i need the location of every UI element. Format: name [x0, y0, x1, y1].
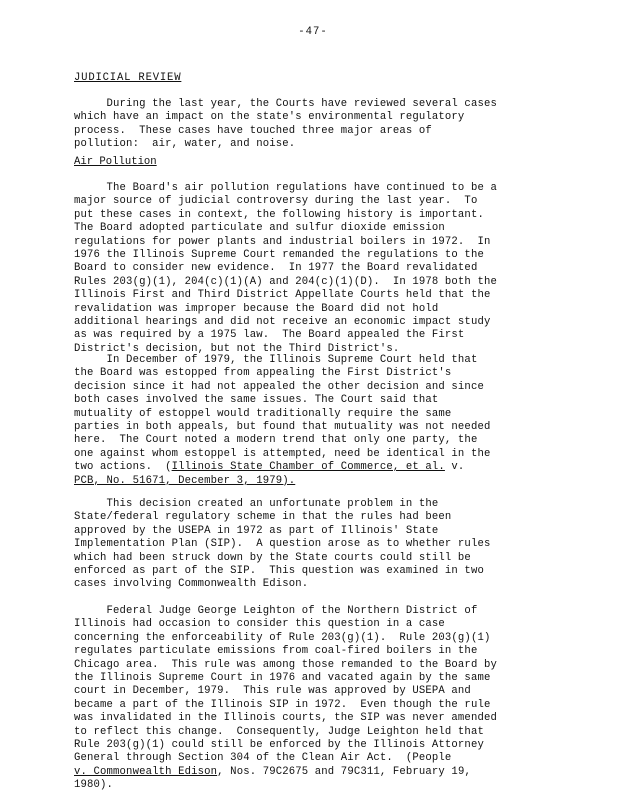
text-fragment: two actions. (	[74, 461, 172, 474]
text-line: as was required by a 1975 law. The Board appealed the First	[74, 329, 465, 342]
text-line: both cases involved the same issues. The Court said that	[74, 394, 439, 407]
citation-line	[74, 766, 552, 779]
text-line: This decision created an unfortunate problem in the	[74, 498, 439, 510]
text-line: became a part of the Illinois SIP in 1972. Even though the rule	[74, 698, 491, 711]
text-line: The Board's air pollution regulations have continued to be a	[74, 182, 497, 194]
text-line: regulates particulate emissions from coal-fired boilers in the	[74, 645, 478, 658]
text-line: enforced as part of the SIP. This question was examined in two	[74, 564, 484, 577]
text-fragment: v.	[444, 461, 465, 474]
text-line: approved by the USEPA in 1972 as part of Illinois' State	[74, 524, 439, 537]
estoppel-paragraph	[74, 354, 552, 488]
case-name: v. Commonwealth Edison	[74, 765, 218, 778]
text-line: Board to consider new evidence. In 1977 the Board revalidated	[74, 262, 478, 275]
text-line: 1980).	[74, 779, 114, 792]
text-line: Implementation Plan (SIP). A question arose as to whether rules	[74, 538, 491, 551]
text-line: which had been struck down by the State courts could still be	[74, 551, 471, 564]
text-line: District's decision, but not the Third District's.	[74, 342, 400, 355]
citation-line	[74, 475, 552, 488]
text-line: pollution: air, water, and noise.	[74, 138, 296, 151]
text-line: concerning the enforceability of Rule 203(g)(1). Rule 203(g)(1)	[74, 631, 491, 644]
judicial-review-heading-block	[74, 72, 552, 84]
text-line: 1976 the Illinois Supreme Court remanded the regulations to the	[74, 248, 484, 261]
text-line: Rule 203(g)(1) could still be enforced by the Illinois Attorney	[74, 738, 484, 751]
page-number: -47-	[298, 26, 328, 38]
intro-paragraph	[74, 98, 552, 152]
leighton-paragraph	[74, 605, 552, 792]
text-line: the Illinois Supreme Court in 1976 and vacated again by the same	[74, 671, 491, 684]
sip-problem-paragraph	[74, 498, 552, 592]
text-line: General through Section 304 of the Clean Air Act. (People	[74, 752, 452, 765]
citation-line	[74, 461, 552, 474]
text-line: Federal Judge George Leighton of the Northern District of	[74, 605, 478, 617]
history-paragraph	[74, 182, 552, 356]
text-line: Illinois had occasion to consider this question in a case	[74, 618, 445, 631]
text-line: revalidation was improper because the Board did not hold	[74, 302, 439, 315]
text-line: regulations for power plants and industrial boilers in 1972. In	[74, 235, 491, 248]
text-line: mutuality of estoppel would traditionally require the same	[74, 407, 452, 420]
text-line: decision since it had not appealed the other decision and since	[74, 380, 484, 393]
text-line: Chicago area. This rule was among those remanded to the Board by	[74, 658, 497, 671]
text-line: parties in both appeals, but found that mutuality was not needed	[74, 420, 491, 433]
text-line: The Board adopted particulate and sulfur dioxide emission	[74, 222, 445, 235]
text-line: was invalidated in the Illinois courts, the SIP was never amended	[74, 712, 497, 725]
text-line: cases involving Commonwealth Edison.	[74, 578, 309, 591]
text-line: additional hearings and did not receive an economic impact study	[74, 315, 491, 328]
text-line: court in December, 1979. This rule was approved by USEPA and	[74, 685, 471, 698]
case-citation: PCB, No. 51671, December 3, 1979).	[74, 474, 296, 487]
text-line: one against whom estoppel is attempted, need be identical in the	[74, 447, 491, 460]
text-line: Illinois First and Third District Appellate Courts held that the	[74, 289, 491, 302]
judicial-review-heading: JUDICIAL REVIEW	[74, 72, 182, 84]
text-line: Rules 203(g)(1), 204(c)(1)(A) and 204(c)(1)(D). In 1978 both the	[74, 275, 497, 288]
air-pollution-heading: Air Pollution	[74, 156, 157, 168]
text-line: In December of 1979, the Illinois Supreme Court held that	[74, 354, 478, 366]
text-fragment: , Nos. 79C2675 and 79C311, February 19,	[217, 765, 471, 778]
text-line: which have an impact on the state's environmental regulatory	[74, 111, 465, 124]
text-line: here. The Court noted a modern trend that only one party, the	[74, 434, 478, 447]
text-line: the Board was estopped from appealing the First District's	[74, 367, 452, 380]
text-line: State/federal regulatory scheme in that the rules had been	[74, 511, 452, 524]
text-line: to reflect this change. Consequently, Judge Leighton held that	[74, 725, 484, 738]
text-line: During the last year, the Courts have reviewed several cases	[74, 98, 497, 110]
air-pollution-heading-block	[74, 156, 552, 168]
text-line: process. These cases have touched three major areas of	[74, 124, 432, 137]
case-name: Illinois State Chamber of Commerce, et al.	[171, 461, 445, 474]
text-line: put these cases in context, the following history is important.	[74, 208, 484, 221]
text-line: major source of judicial controversy during the last year. To	[74, 195, 478, 208]
